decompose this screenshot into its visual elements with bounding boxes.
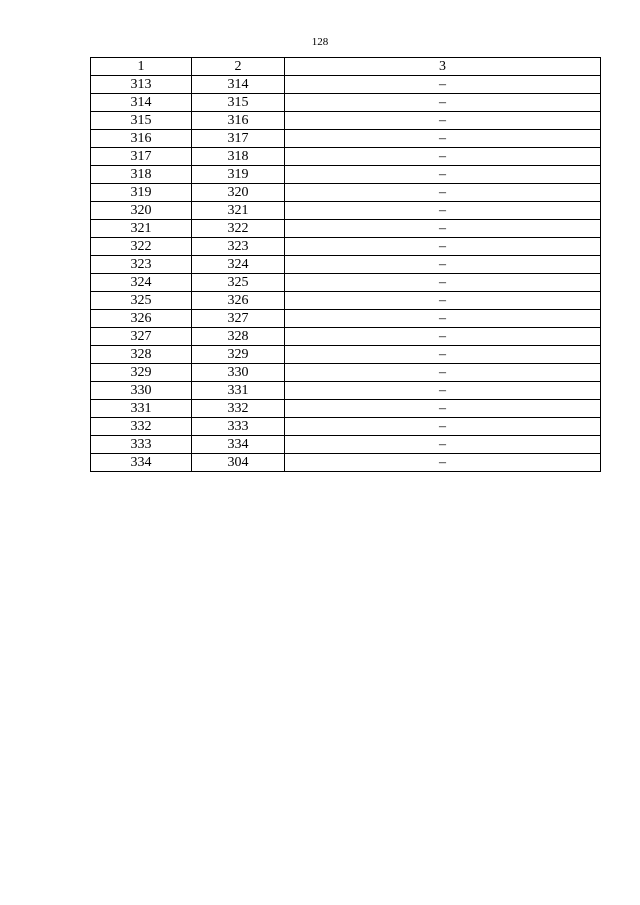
table-cell-col-2: 327 (192, 310, 285, 328)
table-row (91, 274, 601, 292)
table-cell-col-3: – (285, 202, 601, 220)
table-cell-col-3: – (285, 382, 601, 400)
table-cell-col-1: 320 (91, 202, 192, 220)
table-cell-col-3: – (285, 76, 601, 94)
table-cell-col-2: 332 (192, 400, 285, 418)
table-row (91, 148, 601, 166)
column-header-2: 2 (192, 58, 285, 76)
table-cell-col-2: 316 (192, 112, 285, 130)
table-cell-col-3: – (285, 292, 601, 310)
table-row (91, 256, 601, 274)
table-cell-col-1: 329 (91, 364, 192, 382)
table-row (91, 184, 601, 202)
table-cell-col-2: 314 (192, 76, 285, 94)
table-cell-col-1: 334 (91, 454, 192, 472)
table-row (91, 364, 601, 382)
table-body (91, 76, 601, 472)
table-cell-col-2: 304 (192, 454, 285, 472)
table-row (91, 112, 601, 130)
table-cell-col-2: 333 (192, 418, 285, 436)
table-row (91, 130, 601, 148)
table-cell-col-2: 321 (192, 202, 285, 220)
table-cell-col-2: 320 (192, 184, 285, 202)
table-cell-col-3: – (285, 328, 601, 346)
table-row (91, 418, 601, 436)
table-cell-col-3: – (285, 310, 601, 328)
table-row (91, 166, 601, 184)
table-cell-col-2: 325 (192, 274, 285, 292)
table-cell-col-2: 323 (192, 238, 285, 256)
table-cell-col-3: – (285, 94, 601, 112)
table-cell-col-1: 313 (91, 76, 192, 94)
data-table (90, 57, 601, 472)
table-cell-col-3: – (285, 130, 601, 148)
table-cell-col-3: – (285, 274, 601, 292)
table-cell-col-3: – (285, 256, 601, 274)
table-cell-col-1: 317 (91, 148, 192, 166)
table-cell-col-2: 334 (192, 436, 285, 454)
table-cell-col-2: 331 (192, 382, 285, 400)
table-cell-col-1: 327 (91, 328, 192, 346)
table-row (91, 436, 601, 454)
table-cell-col-1: 326 (91, 310, 192, 328)
table-cell-col-1: 323 (91, 256, 192, 274)
table-row (91, 76, 601, 94)
table-cell-col-1: 318 (91, 166, 192, 184)
table-cell-col-1: 315 (91, 112, 192, 130)
table-row (91, 94, 601, 112)
table-cell-col-3: – (285, 346, 601, 364)
table-cell-col-3: – (285, 166, 601, 184)
table-cell-col-3: – (285, 148, 601, 166)
table-cell-col-3: – (285, 112, 601, 130)
table-cell-col-3: – (285, 400, 601, 418)
table-cell-col-1: 333 (91, 436, 192, 454)
table-row (91, 400, 601, 418)
table-cell-col-1: 321 (91, 220, 192, 238)
table-cell-col-2: 322 (192, 220, 285, 238)
table-cell-col-2: 328 (192, 328, 285, 346)
column-header-3: 3 (285, 58, 601, 76)
table-cell-col-1: 325 (91, 292, 192, 310)
table-cell-col-3: – (285, 220, 601, 238)
table-cell-col-2: 326 (192, 292, 285, 310)
table-row (91, 346, 601, 364)
table-cell-col-1: 324 (91, 274, 192, 292)
table-cell-col-2: 317 (192, 130, 285, 148)
table-cell-col-3: – (285, 364, 601, 382)
page-number: 128 (311, 36, 329, 48)
table-cell-col-2: 315 (192, 94, 285, 112)
table-row (91, 310, 601, 328)
table-cell-col-1: 331 (91, 400, 192, 418)
column-header-1: 1 (91, 58, 192, 76)
table-cell-col-1: 314 (91, 94, 192, 112)
table-cell-col-2: 324 (192, 256, 285, 274)
table-cell-col-2: 330 (192, 364, 285, 382)
table-row (91, 220, 601, 238)
table-cell-col-1: 332 (91, 418, 192, 436)
table-row (91, 328, 601, 346)
table-header-row (91, 58, 601, 76)
table-cell-col-3: – (285, 454, 601, 472)
table-row (91, 202, 601, 220)
table-cell-col-1: 322 (91, 238, 192, 256)
table-cell-col-3: – (285, 418, 601, 436)
table-cell-col-1: 319 (91, 184, 192, 202)
table-cell-col-3: – (285, 238, 601, 256)
table-row (91, 292, 601, 310)
table-cell-col-2: 329 (192, 346, 285, 364)
table-cell-col-1: 328 (91, 346, 192, 364)
table-cell-col-3: – (285, 436, 601, 454)
table-cell-col-3: – (285, 184, 601, 202)
table-cell-col-1: 330 (91, 382, 192, 400)
table-row (91, 382, 601, 400)
table-cell-col-2: 319 (192, 166, 285, 184)
table-cell-col-1: 316 (91, 130, 192, 148)
table-row (91, 454, 601, 472)
table-row (91, 238, 601, 256)
table-cell-col-2: 318 (192, 148, 285, 166)
